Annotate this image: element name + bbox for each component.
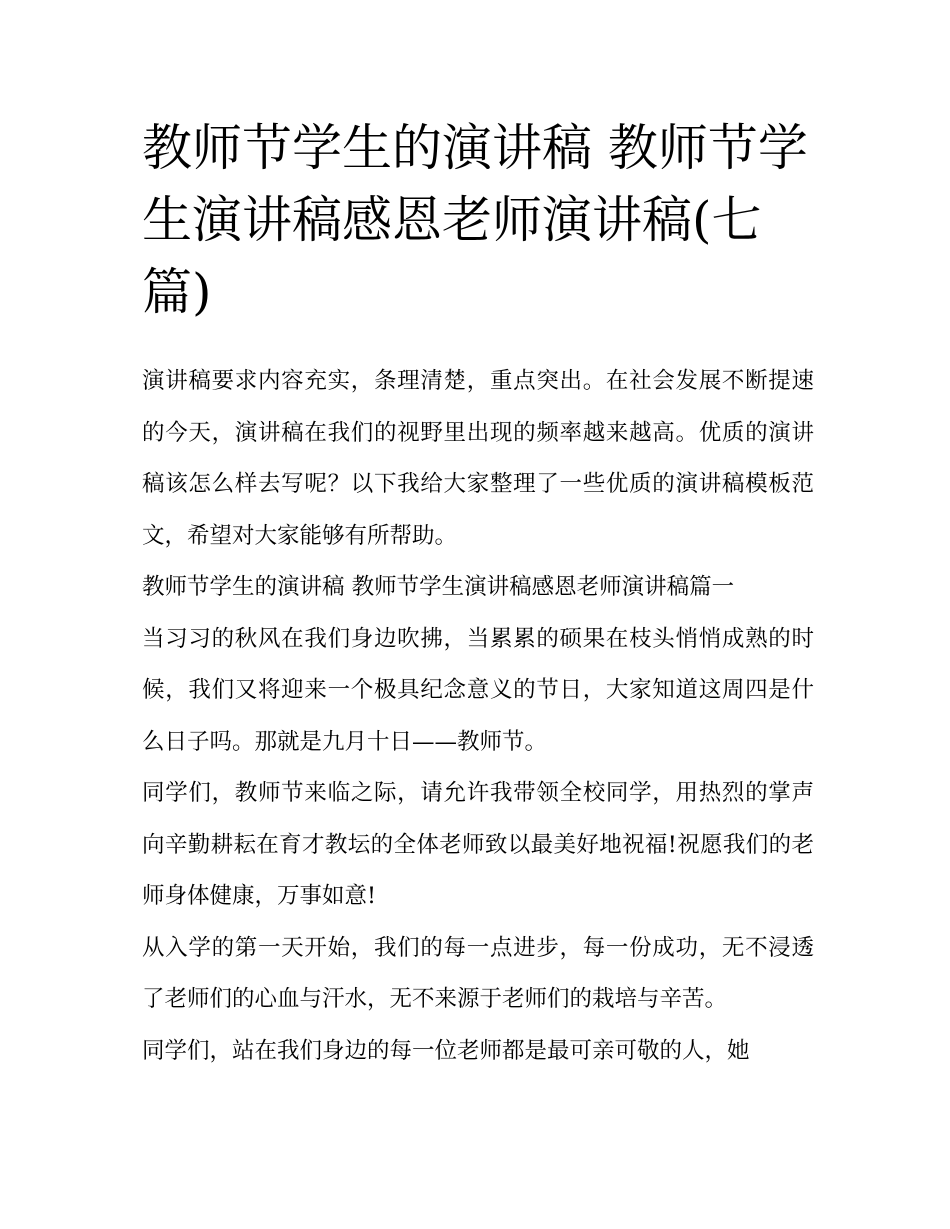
body-paragraph: 演讲稿要求内容充实，条理清楚，重点突出。在社会发展不断提速的今天，演讲稿在我们的视野里出现的频率越来越高。优质的演讲稿该怎么样去写呢？以下我给大家整理了一些优质的演讲稿模板范文，希望对大家能够有所帮助。 [142,368,814,549]
body-paragraph: 当习习的秋风在我们身边吹拂，当累累的硕果在枝头悄悄成熟的时候，我们又将迎来一个极具纪念意义的节日，大家知道这周四是什么日子吗。那就是九月十日——教师节。 [142,625,814,755]
document-body [142,356,814,1077]
body-paragraph: 同学们，教师节来临之际，请允许我带领全校同学，用热烈的掌声向辛勤耕耘在育才教坛的全体老师致以最美好地祝福!祝愿我们的老师身体健康，万事如意! [142,780,814,909]
document-page [142,112,814,1077]
body-paragraph: 从入学的第一天开始，我们的每一点进步，每一份成功，无不浸透了老师们的心血与汗水，无不来源于老师们的栽培与辛苦。 [142,934,814,1012]
section-heading: 教师节学生的演讲稿 教师节学生演讲稿感恩老师演讲稿篇一 [142,574,735,600]
body-paragraph: 同学们，站在我们身边的每一位老师都是最可亲可敬的人，她 [142,1037,750,1064]
document-title: 教师节学生的演讲稿 教师节学生演讲稿感恩老师演讲稿(七篇) [142,119,808,321]
